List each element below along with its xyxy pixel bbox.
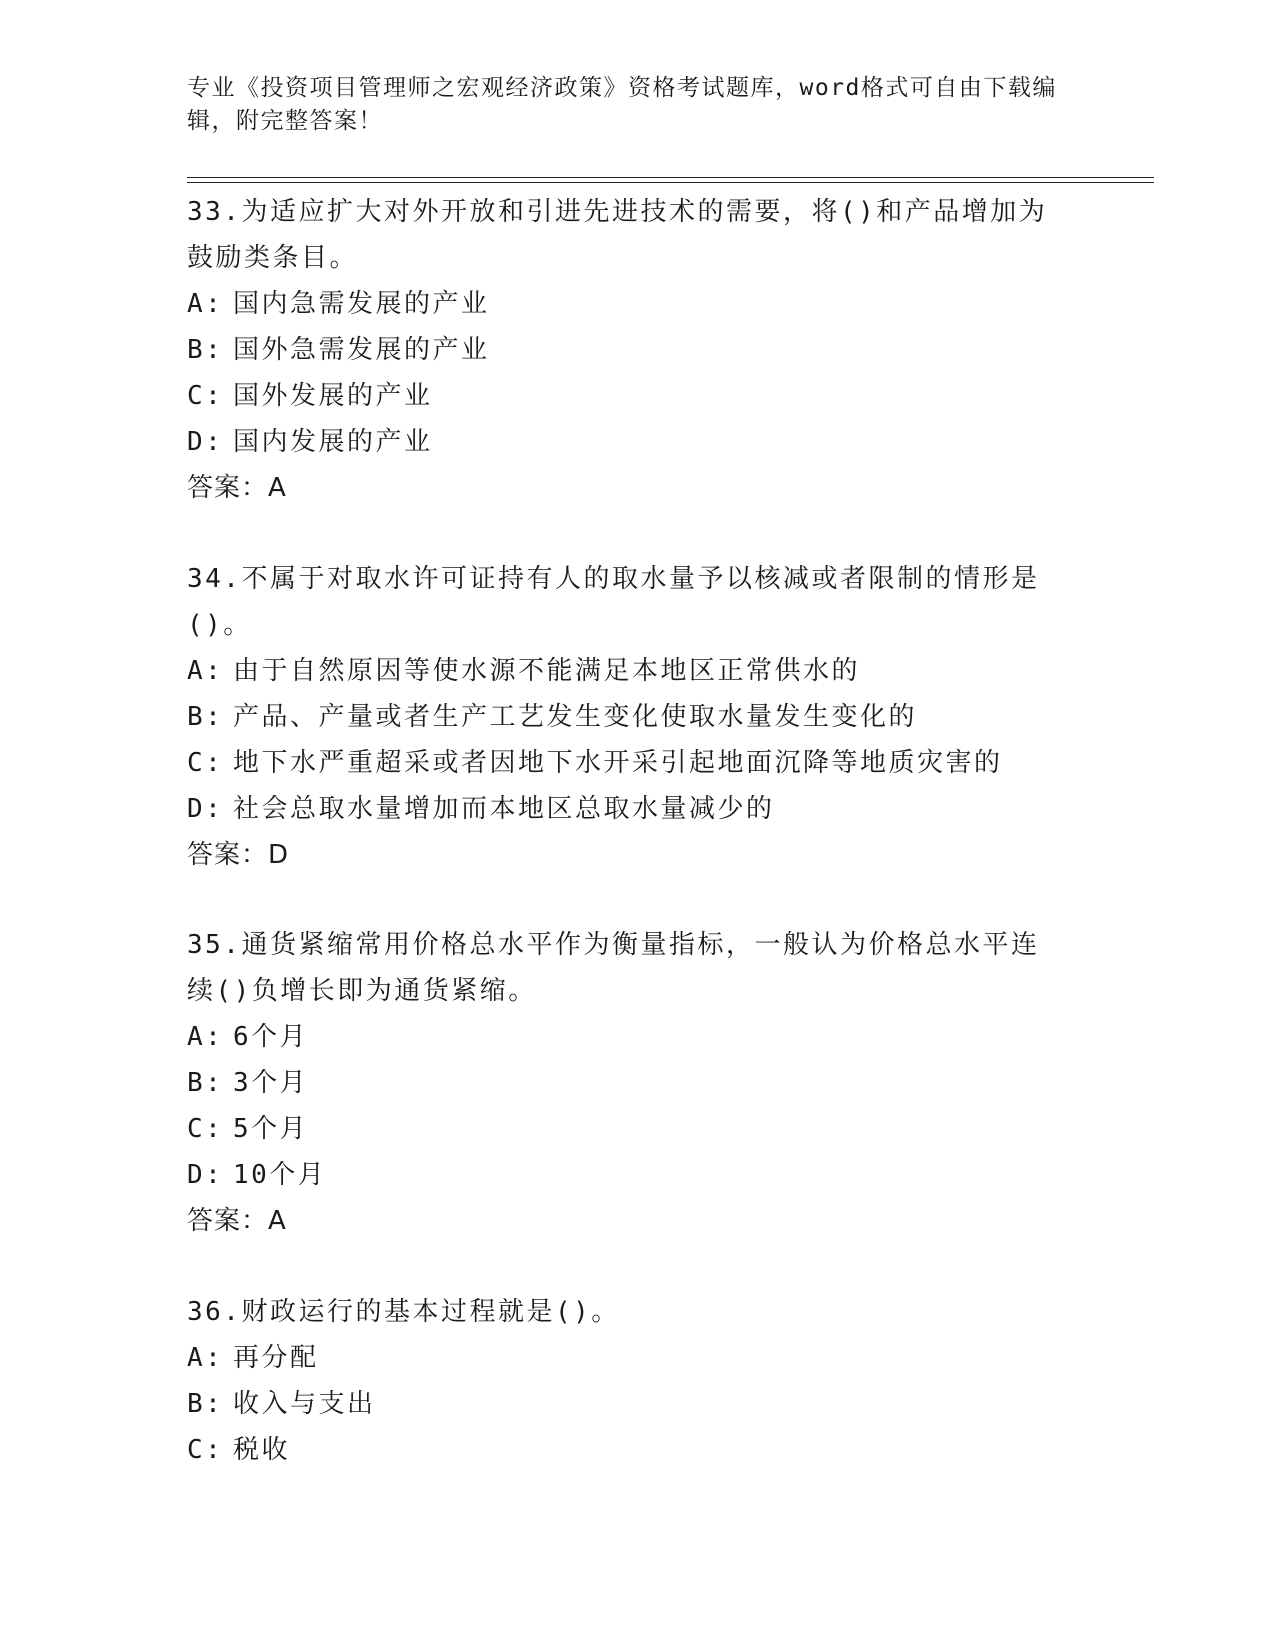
option-text: 产品、产量或者生产工艺发生变化使取水量发生变化的 (233, 702, 918, 732)
option-text: 3个月 (233, 1068, 309, 1098)
option-text: 税收 (233, 1435, 291, 1465)
option-b (187, 327, 1067, 373)
option-key: A: (187, 656, 224, 686)
option-key: B: (187, 1389, 224, 1419)
option-b (187, 694, 1067, 740)
header-divider-bottom (187, 182, 1154, 183)
option-text: 再分配 (233, 1343, 319, 1373)
option-key: D: (187, 1160, 224, 1190)
question-stem: 34.不属于对取水许可证持有人的取水量予以核减或者限制的情形是()。 (187, 564, 1040, 640)
question-33 (187, 189, 1067, 511)
option-text: 10个月 (233, 1160, 327, 1190)
question-36 (187, 1289, 1067, 1473)
question-stem: 33.为适应扩大对外开放和引进先进技术的需要，将()和产品增加为鼓励类条目。 (187, 197, 1048, 273)
option-c (187, 1106, 1067, 1152)
question-34 (187, 556, 1067, 878)
option-c (187, 373, 1067, 419)
option-d (187, 786, 1067, 832)
option-d (187, 1152, 1067, 1198)
option-key: B: (187, 335, 224, 365)
question-stem: 36.财政运行的基本过程就是()。 (187, 1297, 620, 1327)
header-divider-top (187, 177, 1154, 178)
question-stem: 35.通货紧缩常用价格总水平作为衡量指标，一般认为价格总水平连续()负增长即为通货紧缩。 (187, 930, 1040, 1006)
option-b (187, 1381, 1067, 1427)
option-a (187, 648, 1067, 694)
answer: 答案：A (187, 473, 287, 503)
option-d (187, 419, 1067, 465)
option-text: 国外急需发展的产业 (233, 335, 490, 365)
option-key: D: (187, 427, 224, 457)
option-text: 国内发展的产业 (233, 427, 433, 457)
option-text: 6个月 (233, 1022, 309, 1052)
option-text: 国外发展的产业 (233, 381, 433, 411)
option-key: A: (187, 289, 224, 319)
option-b (187, 1060, 1067, 1106)
option-key: B: (187, 702, 224, 732)
answer: 答案：A (187, 1206, 287, 1236)
option-text: 国内急需发展的产业 (233, 289, 490, 319)
option-c (187, 740, 1067, 786)
option-key: C: (187, 1435, 224, 1465)
option-key: A: (187, 1343, 224, 1373)
answer: 答案：D (187, 840, 290, 870)
option-text: 由于自然原因等使水源不能满足本地区正常供水的 (233, 656, 861, 686)
option-key: C: (187, 1114, 224, 1144)
option-text: 收入与支出 (233, 1389, 376, 1419)
option-key: B: (187, 1068, 224, 1098)
option-text: 地下水严重超采或者因地下水开采引起地面沉降等地质灾害的 (233, 748, 1003, 778)
option-a (187, 1335, 1067, 1381)
option-a (187, 1014, 1067, 1060)
option-c (187, 1427, 1067, 1473)
option-key: A: (187, 1022, 224, 1052)
option-a (187, 281, 1067, 327)
option-text: 社会总取水量增加而本地区总取水量减少的 (233, 794, 775, 824)
option-key: C: (187, 381, 224, 411)
document-header: 专业《投资项目管理师之宏观经济政策》资格考试题库，word格式可自由下载编辑，附完整答案！ (187, 75, 1057, 134)
question-35 (187, 922, 1067, 1244)
option-key: D: (187, 794, 224, 824)
option-key: C: (187, 748, 224, 778)
option-text: 5个月 (233, 1114, 309, 1144)
